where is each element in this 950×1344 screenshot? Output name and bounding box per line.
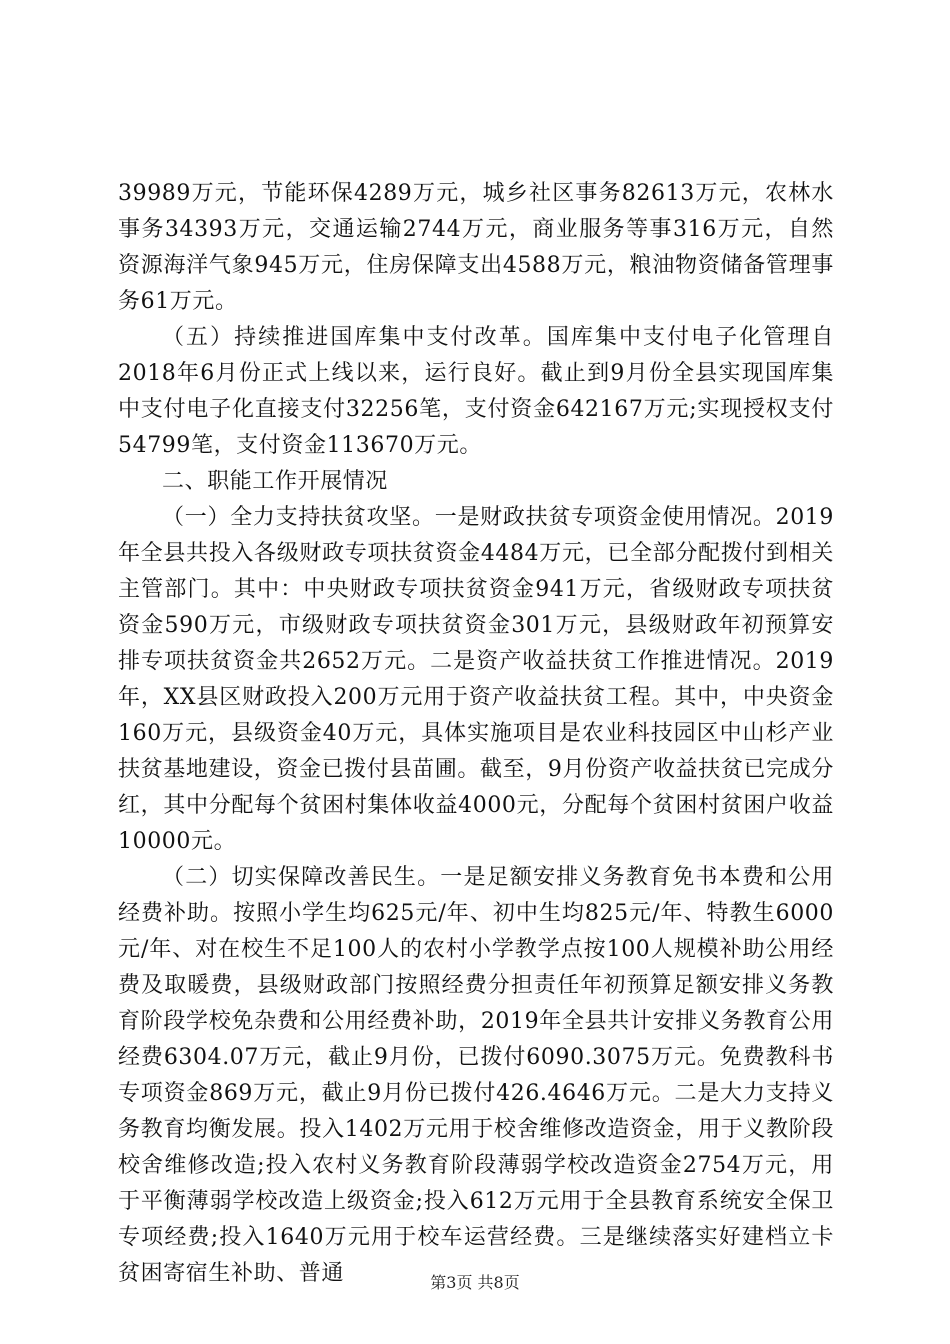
- page-number-footer: 第3页 共8页: [430, 1273, 520, 1292]
- paragraph-livelihood: （二）切实保障改善民生。一是足额安排义务教育免书本费和公用经费补助。按照小学生均625元/年、初中生均825元/年、特教生6000元/年、对在校生不足100人的农村小学教学点按100人规模补助公用经费及取暖费，县级财政部门按照经费分担责任年初预算足额安排义务教育阶段学校免杂费和公用经费补助，2019年全县共计安排义务教育公用经费6304.07万元，截止9月份，已拨付6090.3075万元。免费教科书专项资金869万元，截止9月份已拨付426.4646万元。二是大力支持义务教育均衡发展。投入1402万元用于校舍维修改造资金，用于义教阶段校舍维修改造;投入农村义务教育阶段薄弱学校改造资金2754万元，用于平衡薄弱学校改造上级资金;投入612万元用于全县教育系统安全保卫专项经费;投入1640万元用于校车运营经费。三是继续落实好建档立卡贫困寄宿生补助、普通: [118, 865, 834, 1286]
- section-heading: 二、职能工作开展情况: [162, 469, 389, 494]
- document-body: [118, 176, 834, 1292]
- paragraph-poverty-alleviation: （一）全力支持扶贫攻坚。一是财政扶贫专项资金使用情况。2019年全县共投入各级财政专项扶贫资金4484万元，已全部分配拨付到相关主管部门。其中：中央财政专项扶贫资金941万元，省级财政专项扶贫资金590万元，市级财政专项扶贫资金301万元，县级财政年初预算安排专项扶贫资金共2652万元。二是资产收益扶贫工作推进情况。2019年，XX县区财政投入200万元用于资产收益扶贫工程。其中，中央资金160万元，县级资金40万元，具体实施项目是农业科技园区中山杉产业扶贫基地建设，资金已拨付县苗圃。截至，9月份资产收益扶贫已完成分红，其中分配每个贫困村集体收益4000元，分配每个贫困村贫困户收益10000元。: [118, 505, 834, 854]
- paragraph-treasury-reform: （五）持续推进国库集中支付改革。国库集中支付电子化管理自2018年6月份正式上线以来，运行良好。截止到9月份全县实现国库集中支付电子化直接支付32256笔，支付资金642167万元;实现授权支付54799笔，支付资金113670万元。: [118, 325, 834, 458]
- paragraph-expenditure-continued: 39989万元，节能环保4289万元，城乡社区事务82613万元，农林水事务34393万元，交通运输2744万元，商业服务等事316万元，自然资源海洋气象945万元，住房保障支出4588万元，粮油物资储备管理事务61万元。: [118, 181, 834, 314]
